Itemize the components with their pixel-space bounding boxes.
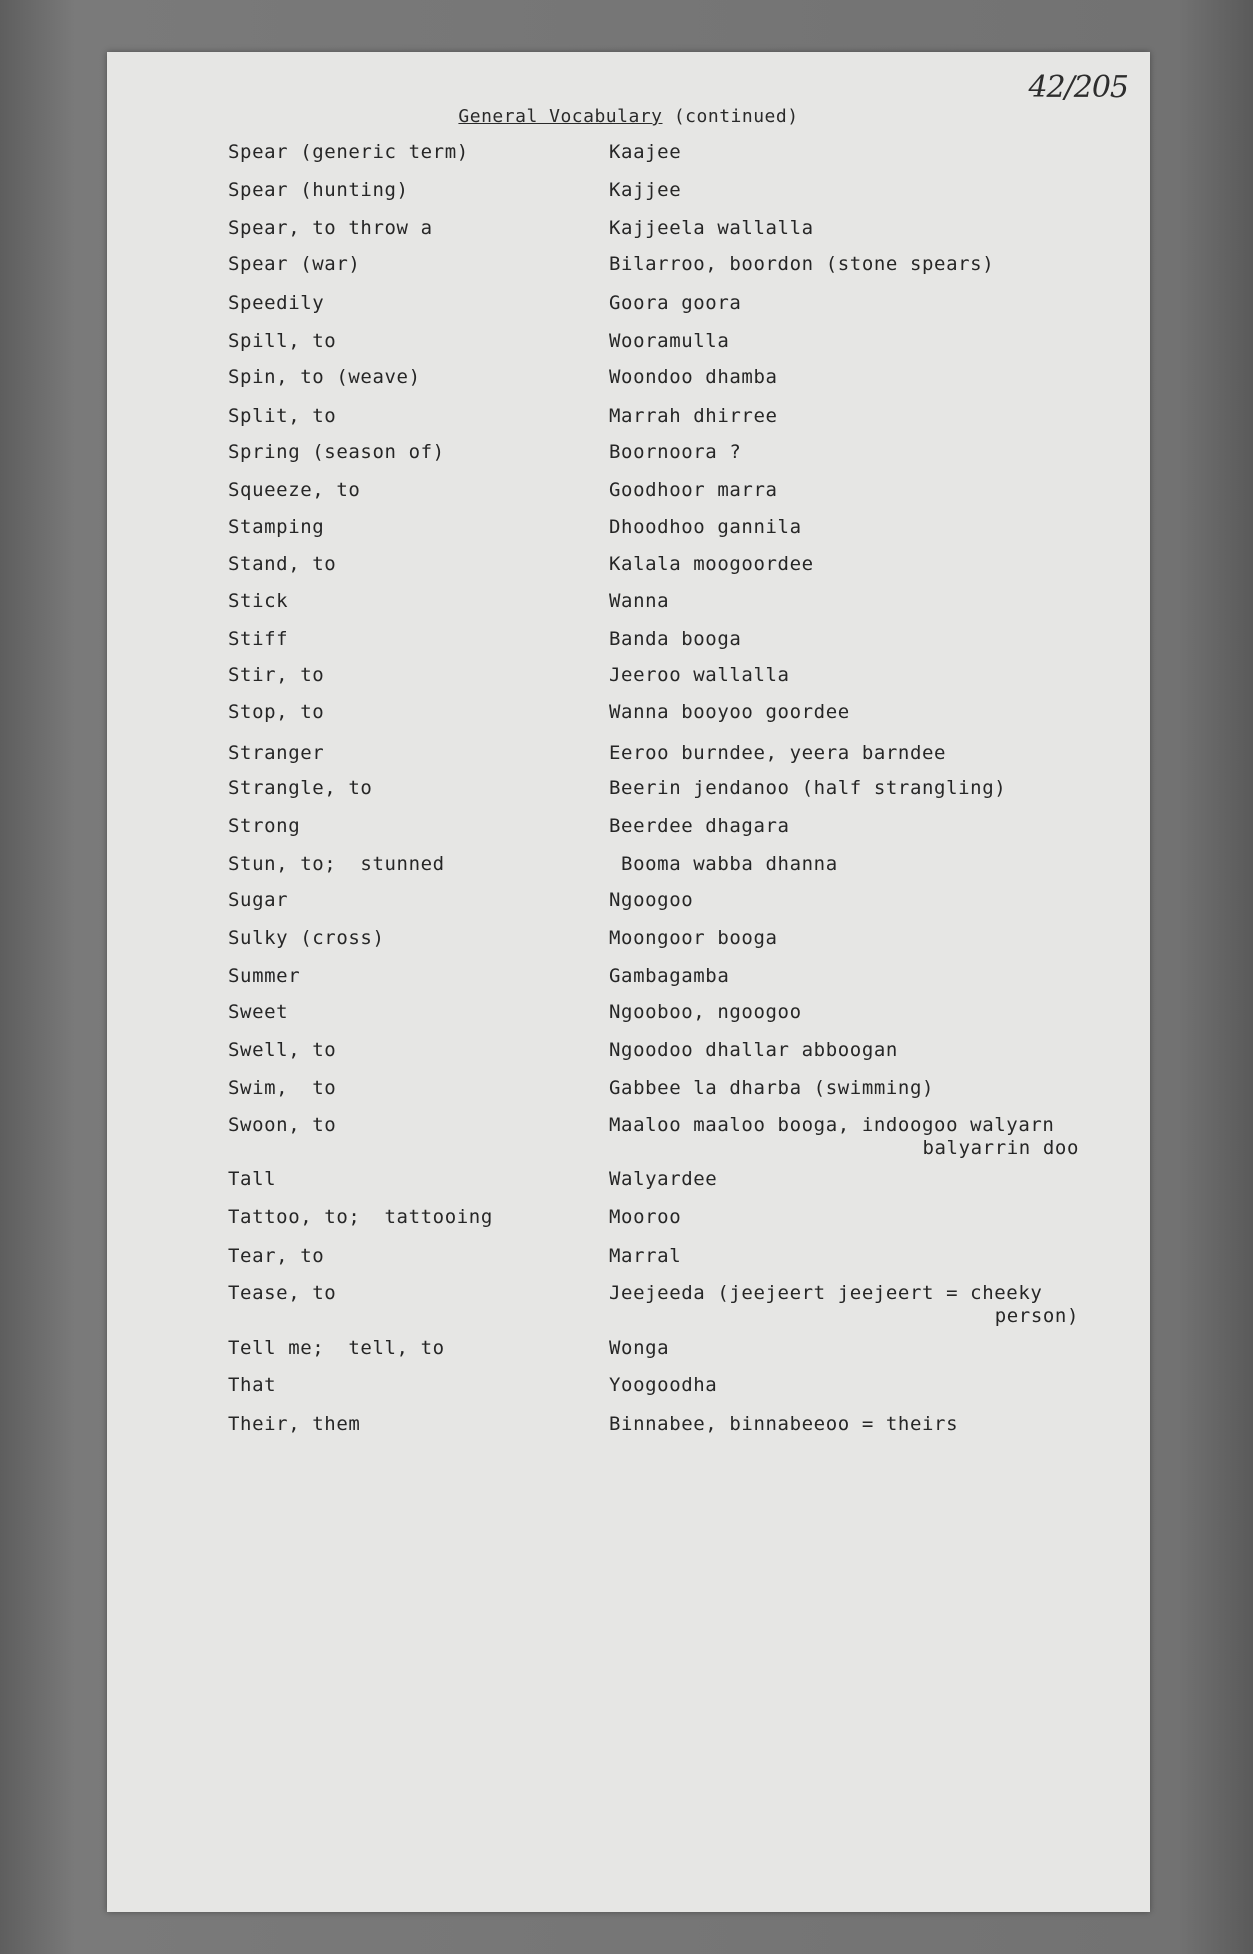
definition-line: Wanna booyoo goordee bbox=[609, 701, 850, 723]
definition-line: Dhoodhoo gannila bbox=[609, 516, 802, 538]
entry-definition bbox=[609, 1245, 681, 1268]
definition-line: Ngoogoo bbox=[609, 889, 694, 911]
entry-definition bbox=[609, 141, 681, 164]
definition-line: Wooramulla bbox=[609, 330, 730, 352]
definition-line: Ngoodoo dhallar abboogan bbox=[609, 1039, 898, 1061]
entry-term: Tease, to bbox=[228, 1282, 337, 1304]
page-heading bbox=[107, 106, 1150, 127]
entry-term: Spear (hunting) bbox=[228, 179, 409, 201]
entry-definition bbox=[609, 853, 838, 876]
heading-suffix: (continued) bbox=[673, 106, 799, 127]
entry-definition bbox=[609, 553, 814, 576]
entry-term: Sugar bbox=[228, 889, 289, 911]
entry-definition bbox=[609, 1413, 958, 1436]
definition-line: Maaloo maaloo booga, indoogoo walyarn bbox=[609, 1114, 1055, 1136]
entry-term: Swell, to bbox=[228, 1039, 337, 1061]
definition-line: Mooroo bbox=[609, 1206, 682, 1228]
definition-line: Banda booga bbox=[609, 628, 742, 650]
entry-term: Swoon, to bbox=[228, 1114, 337, 1136]
entry-definition bbox=[609, 1374, 717, 1397]
entry-term: Split, to bbox=[228, 405, 337, 427]
definition-line: Beerdee dhagara bbox=[609, 815, 790, 837]
entry-term: Spill, to bbox=[228, 330, 337, 352]
entry-term: Stiff bbox=[228, 628, 289, 650]
definition-line: Walyardee bbox=[609, 1168, 718, 1190]
entry-term: Stamping bbox=[228, 516, 325, 538]
entry-definition bbox=[609, 777, 1006, 800]
entry-definition bbox=[609, 965, 729, 988]
entry-definition bbox=[609, 330, 729, 353]
definition-line: Wonga bbox=[609, 1337, 670, 1359]
entry-term: Spear (generic term) bbox=[228, 141, 469, 163]
entry-term: Spin, to (weave) bbox=[228, 366, 421, 388]
definition-line: Kajjeela wallalla bbox=[609, 217, 814, 239]
entry-definition bbox=[609, 889, 693, 912]
definition-line: Yoogoodha bbox=[609, 1374, 718, 1396]
entry-term: Spear, to throw a bbox=[228, 217, 433, 239]
definition-line: Beerin jendanoo (half strangling) bbox=[609, 777, 1007, 799]
entry-term: Strangle, to bbox=[228, 777, 373, 799]
entry-definition bbox=[609, 366, 778, 389]
entry-term: Spear (war) bbox=[228, 253, 361, 275]
entry-term: Tell me; tell, to bbox=[228, 1337, 445, 1359]
definition-line: Ngooboo, ngoogoo bbox=[609, 1001, 802, 1023]
entry-definition bbox=[609, 1337, 669, 1360]
entry-term: Swim, to bbox=[228, 1077, 337, 1099]
entry-definition bbox=[609, 217, 814, 240]
entry-definition bbox=[609, 253, 994, 276]
entry-term: Speedily bbox=[228, 292, 325, 314]
entry-term: Sulky (cross) bbox=[228, 927, 385, 949]
entry-definition bbox=[609, 1206, 681, 1229]
entry-definition bbox=[609, 441, 741, 464]
definition-line: Jeeroo wallalla bbox=[609, 664, 790, 686]
entry-definition bbox=[609, 516, 802, 539]
document-page bbox=[107, 52, 1150, 1912]
entry-definition bbox=[609, 292, 741, 315]
definition-line: Booma wabba dhanna bbox=[609, 853, 838, 875]
entry-term: Tear, to bbox=[228, 1245, 325, 1267]
entry-definition bbox=[609, 927, 778, 950]
definition-line: Gabbee la dharba (swimming) bbox=[609, 1077, 935, 1099]
entry-term: Stop, to bbox=[228, 701, 325, 723]
entry-definition bbox=[609, 815, 790, 838]
definition-line: Wanna bbox=[609, 590, 670, 612]
entry-term: Their, them bbox=[228, 1413, 361, 1435]
entry-term: Stand, to bbox=[228, 553, 337, 575]
entry-definition bbox=[609, 1282, 1079, 1328]
entry-term: Stir, to bbox=[228, 664, 325, 686]
entry-term: Tall bbox=[228, 1168, 277, 1190]
heading-title: General Vocabulary bbox=[458, 106, 663, 127]
definition-continuation: balyarrin doo bbox=[922, 1137, 1079, 1159]
entry-definition bbox=[609, 479, 778, 502]
entry-term: Summer bbox=[228, 965, 301, 987]
entry-definition bbox=[609, 742, 946, 765]
entry-definition bbox=[609, 1077, 934, 1100]
entry-definition bbox=[609, 1114, 1079, 1160]
definition-line: Eeroo burndee, yeera barndee bbox=[609, 742, 947, 764]
entry-term: Strong bbox=[228, 815, 301, 837]
definition-line: Bilarroo, boordon (stone spears) bbox=[609, 253, 995, 275]
entry-term: Stun, to; stunned bbox=[228, 853, 445, 875]
definition-line: Goora goora bbox=[609, 292, 742, 314]
definition-line: Boornoora ? bbox=[609, 441, 742, 463]
entry-definition bbox=[609, 179, 681, 202]
entry-term: Stick bbox=[228, 590, 289, 612]
definition-line: Kaajee bbox=[609, 141, 682, 163]
definition-line: Marrah dhirree bbox=[609, 405, 778, 427]
entry-definition bbox=[609, 664, 790, 687]
entry-definition bbox=[609, 1168, 717, 1191]
definition-line: Woondoo dhamba bbox=[609, 366, 778, 388]
definition-line: Jeejeeda (jeejeert jeejeert = cheeky bbox=[609, 1282, 1043, 1304]
entry-definition bbox=[609, 1001, 802, 1024]
entry-term: That bbox=[228, 1374, 277, 1396]
entry-term: Tattoo, to; tattooing bbox=[228, 1206, 493, 1228]
entry-definition bbox=[609, 701, 850, 724]
definition-line: Goodhoor marra bbox=[609, 479, 778, 501]
definition-line: Gambagamba bbox=[609, 965, 730, 987]
definition-line: Marral bbox=[609, 1245, 682, 1267]
definition-line: Kalala moogoordee bbox=[609, 553, 814, 575]
entry-term: Spring (season of) bbox=[228, 441, 445, 463]
folio-number: 42/205 bbox=[1028, 70, 1128, 105]
entry-term: Stranger bbox=[228, 742, 325, 764]
entry-definition bbox=[609, 405, 778, 428]
entry-term: Sweet bbox=[228, 1001, 289, 1023]
entry-term: Squeeze, to bbox=[228, 479, 361, 501]
definition-line: Kajjee bbox=[609, 179, 682, 201]
definition-line: Binnabee, binnabeeoo = theirs bbox=[609, 1413, 959, 1435]
entry-definition bbox=[609, 1039, 898, 1062]
definition-continuation: person) bbox=[994, 1305, 1079, 1327]
definition-line: Moongoor booga bbox=[609, 927, 778, 949]
entry-definition bbox=[609, 628, 741, 651]
entry-definition bbox=[609, 590, 669, 613]
